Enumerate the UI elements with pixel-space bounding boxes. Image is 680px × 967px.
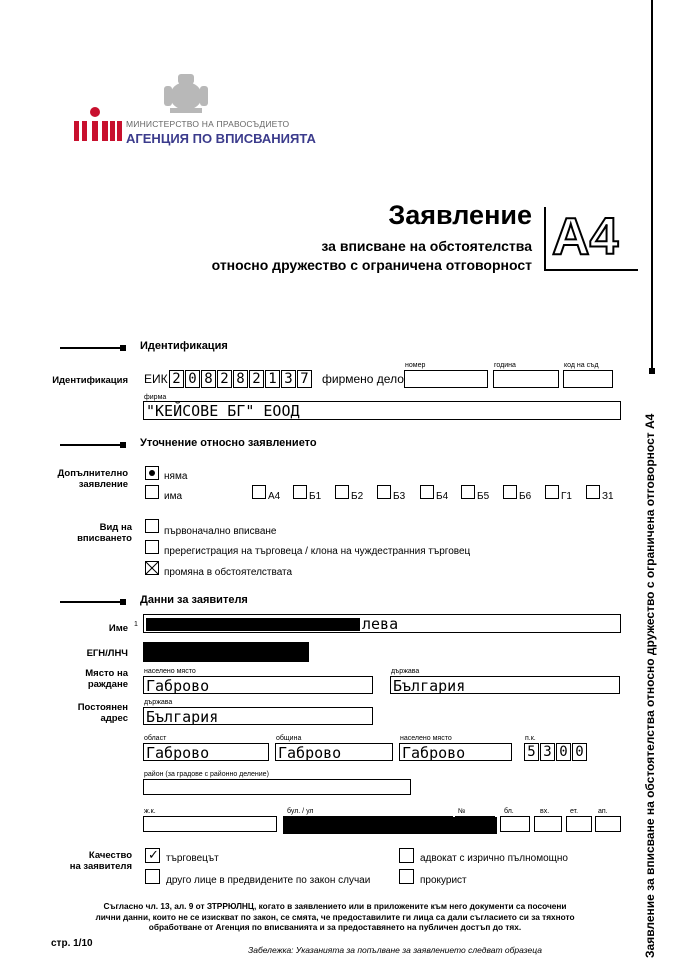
birth-place-field[interactable]: [143, 676, 373, 694]
additional-has-label: има: [164, 491, 183, 502]
firm-label: фирма: [144, 394, 167, 401]
number-label: номер: [405, 362, 426, 369]
identification-label: Идентификация: [52, 375, 128, 386]
form-label: А4: [268, 491, 281, 502]
privacy-note: Съгласно чл. 13, ал. 9 от ЗТРРЮЛНЦ, когато в заявлението или в приложените към него документи са посочени лични данни, които не се изискват по закон, се смята, че предоставилите ги лица са дали съгласието си за тяхното обработване от Агенция по вписванията и за предоставянето на публичен достъп до тях.: [95, 901, 575, 932]
page-title: Заявление: [388, 200, 532, 230]
redaction-bar: [146, 618, 360, 631]
postcode-digit[interactable]: 3: [540, 743, 555, 761]
right-margin-line: [651, 0, 653, 370]
addr-settlement-value: Габрово: [402, 744, 466, 762]
ap-field[interactable]: [595, 816, 621, 832]
entry-initial-checkbox[interactable]: [145, 519, 159, 533]
form-checkbox[interactable]: [377, 485, 391, 499]
municipality-field[interactable]: [275, 743, 393, 761]
court-code-label: код на съд: [564, 362, 599, 369]
section-identification: Идентификация: [140, 340, 228, 352]
form-label: Г1: [561, 491, 572, 502]
firm-case-label: фирмено дело: [322, 372, 404, 386]
section-marker: [120, 599, 126, 605]
postcode-digits[interactable]: [524, 743, 588, 761]
addr-country-field[interactable]: [143, 707, 373, 725]
footer-remark: Забележка: Указанията за попълване за заявлението следват образеца: [248, 945, 542, 955]
street-label: бул. / ул: [287, 808, 314, 815]
egn-label: ЕГН/ЛНЧ: [86, 648, 128, 659]
et-field[interactable]: [566, 816, 592, 832]
eik-digit[interactable]: 3: [281, 370, 296, 388]
additional-none-radio[interactable]: [145, 466, 159, 480]
capacity-other-label: друго лице в предвидените по закон случаи: [166, 875, 371, 886]
bl-field[interactable]: [500, 816, 530, 832]
form-label: Б1: [309, 491, 322, 502]
form-label: Б3: [393, 491, 406, 502]
entry-reregistration-label: пререгистрация на търговеца / клона на чуждестранния търговец: [164, 546, 471, 557]
capacity-trader-checkbox[interactable]: [145, 848, 160, 863]
eik-digit[interactable]: 0: [185, 370, 200, 388]
municipality-label: община: [276, 735, 302, 742]
form-checkbox[interactable]: [252, 485, 266, 499]
vh-field[interactable]: [534, 816, 562, 832]
check-mark-icon: ✓: [148, 847, 159, 862]
form-checkbox[interactable]: [335, 485, 349, 499]
year-label: година: [494, 362, 516, 369]
agency-logo-icon: [74, 105, 122, 145]
addr-settlement-label: населено място: [400, 735, 452, 742]
court-code-field[interactable]: [563, 370, 613, 388]
capacity-trader-label: търговецът: [166, 853, 219, 864]
addr-country-value: България: [146, 708, 219, 726]
eik-digit[interactable]: 8: [233, 370, 248, 388]
case-year-field[interactable]: [493, 370, 559, 388]
capacity-other-checkbox[interactable]: [145, 869, 160, 884]
additional-has-radio[interactable]: [145, 485, 159, 499]
capacity-label: Качество на заявителя: [69, 850, 132, 872]
ap-label: ап.: [598, 808, 608, 815]
capacity-lawyer-label: адвокат с изрично пълномощно: [420, 853, 568, 864]
zk-label: ж.к.: [144, 808, 156, 815]
address-label: Постоянен адрес: [77, 702, 128, 724]
form-label: Б5: [477, 491, 490, 502]
form-label: З1: [602, 491, 614, 502]
street-redaction: [283, 817, 497, 834]
entry-change-checkbox[interactable]: [145, 561, 159, 575]
entry-change-label: промяна в обстоятелствата: [164, 567, 293, 578]
region-label: област: [144, 735, 167, 742]
name-index: 1: [134, 621, 138, 628]
eik-digit[interactable]: 7: [297, 370, 312, 388]
birth-country-label: държава: [391, 668, 420, 675]
firm-value: "КЕЙСОВЕ БГ" ЕООД: [146, 402, 300, 420]
no-label: №: [458, 808, 466, 815]
additional-none-label: няма: [164, 471, 188, 482]
eik-digit[interactable]: 1: [265, 370, 280, 388]
form-checkbox[interactable]: [503, 485, 517, 499]
postcode-digit[interactable]: 5: [524, 743, 539, 761]
birth-settlement-label: населено място: [144, 668, 196, 675]
ministry-name: МИНИСТЕРСТВО НА ПРАВОСЪДИЕТО: [126, 119, 290, 129]
form-code-box: [544, 207, 638, 271]
name-label: Име: [108, 623, 128, 634]
postcode-label: п.к.: [525, 735, 536, 742]
page-number: стр. 1/10: [51, 938, 93, 949]
ministry-seal-icon: [158, 70, 214, 114]
section-applicant: Данни за заявителя: [140, 594, 248, 606]
postcode-digit[interactable]: 0: [572, 743, 587, 761]
form-label: Б6: [519, 491, 532, 502]
addr-country-label: държава: [144, 699, 173, 706]
bl-label: бл.: [504, 808, 514, 815]
name-suffix: лева: [362, 615, 399, 633]
postcode-digit[interactable]: 0: [556, 743, 571, 761]
region-value: Габрово: [146, 744, 210, 762]
addr-settlement-field[interactable]: [399, 743, 512, 761]
side-title: Заявление за вписване на обстоятелства относно дружество с ограничена отговорност А4: [643, 413, 657, 958]
entry-initial-label: първоначално вписване: [164, 526, 277, 537]
section-line: [60, 347, 122, 349]
name-field[interactable]: [143, 614, 621, 633]
form-label: Б4: [436, 491, 449, 502]
page-subtitle-1: за вписване на обстоятелства: [321, 238, 532, 254]
form-checkbox[interactable]: [420, 485, 434, 499]
eik-digit[interactable]: 2: [217, 370, 232, 388]
municipality-value: Габрово: [278, 744, 342, 762]
case-number-field[interactable]: [404, 370, 488, 388]
eik-digits[interactable]: [169, 370, 319, 388]
section-line: [60, 444, 122, 446]
entry-reregistration-checkbox[interactable]: [145, 540, 159, 554]
zk-field[interactable]: [143, 816, 277, 832]
form-checkbox[interactable]: [586, 485, 600, 499]
district-label: район (за градове с районно деление): [144, 771, 269, 778]
birth-country-value: България: [393, 677, 466, 695]
district-field[interactable]: [143, 779, 411, 795]
form-checkbox[interactable]: [293, 485, 307, 499]
vh-label: вх.: [540, 808, 550, 815]
firm-field[interactable]: [143, 401, 621, 420]
capacity-procurator-label: прокурист: [420, 875, 467, 886]
right-margin-square: [649, 368, 655, 374]
cross-mark-icon: [146, 562, 158, 574]
eik-digit[interactable]: 2: [169, 370, 184, 388]
form-checkbox[interactable]: [545, 485, 559, 499]
section-marker: [120, 345, 126, 351]
eik-digit[interactable]: 2: [249, 370, 264, 388]
eik-label: ЕИК: [144, 372, 168, 386]
form-label: Б2: [351, 491, 364, 502]
form-checkbox[interactable]: [461, 485, 475, 499]
additional-label: Допълнително заявление: [57, 468, 128, 490]
birth-place-value: Габрово: [146, 677, 210, 695]
eik-digit[interactable]: 8: [201, 370, 216, 388]
capacity-procurator-checkbox[interactable]: [399, 869, 414, 884]
egn-redaction: [143, 642, 309, 662]
et-label: ет.: [570, 808, 579, 815]
page-subtitle-2: относно дружество с ограничена отговорност: [211, 257, 532, 273]
entry-type-label: Вид на вписването: [77, 522, 132, 544]
section-clarification: Уточнение относно заявлението: [140, 437, 317, 449]
section-marker: [120, 442, 126, 448]
birth-label: Място на раждане: [85, 668, 128, 690]
capacity-lawyer-checkbox[interactable]: [399, 848, 414, 863]
form-code: А4: [552, 208, 619, 266]
birth-country-field[interactable]: [390, 676, 620, 694]
agency-name: АГЕНЦИЯ ПО ВПИСВАНИЯТА: [126, 131, 316, 146]
section-line: [60, 601, 122, 603]
region-field[interactable]: [143, 743, 269, 761]
